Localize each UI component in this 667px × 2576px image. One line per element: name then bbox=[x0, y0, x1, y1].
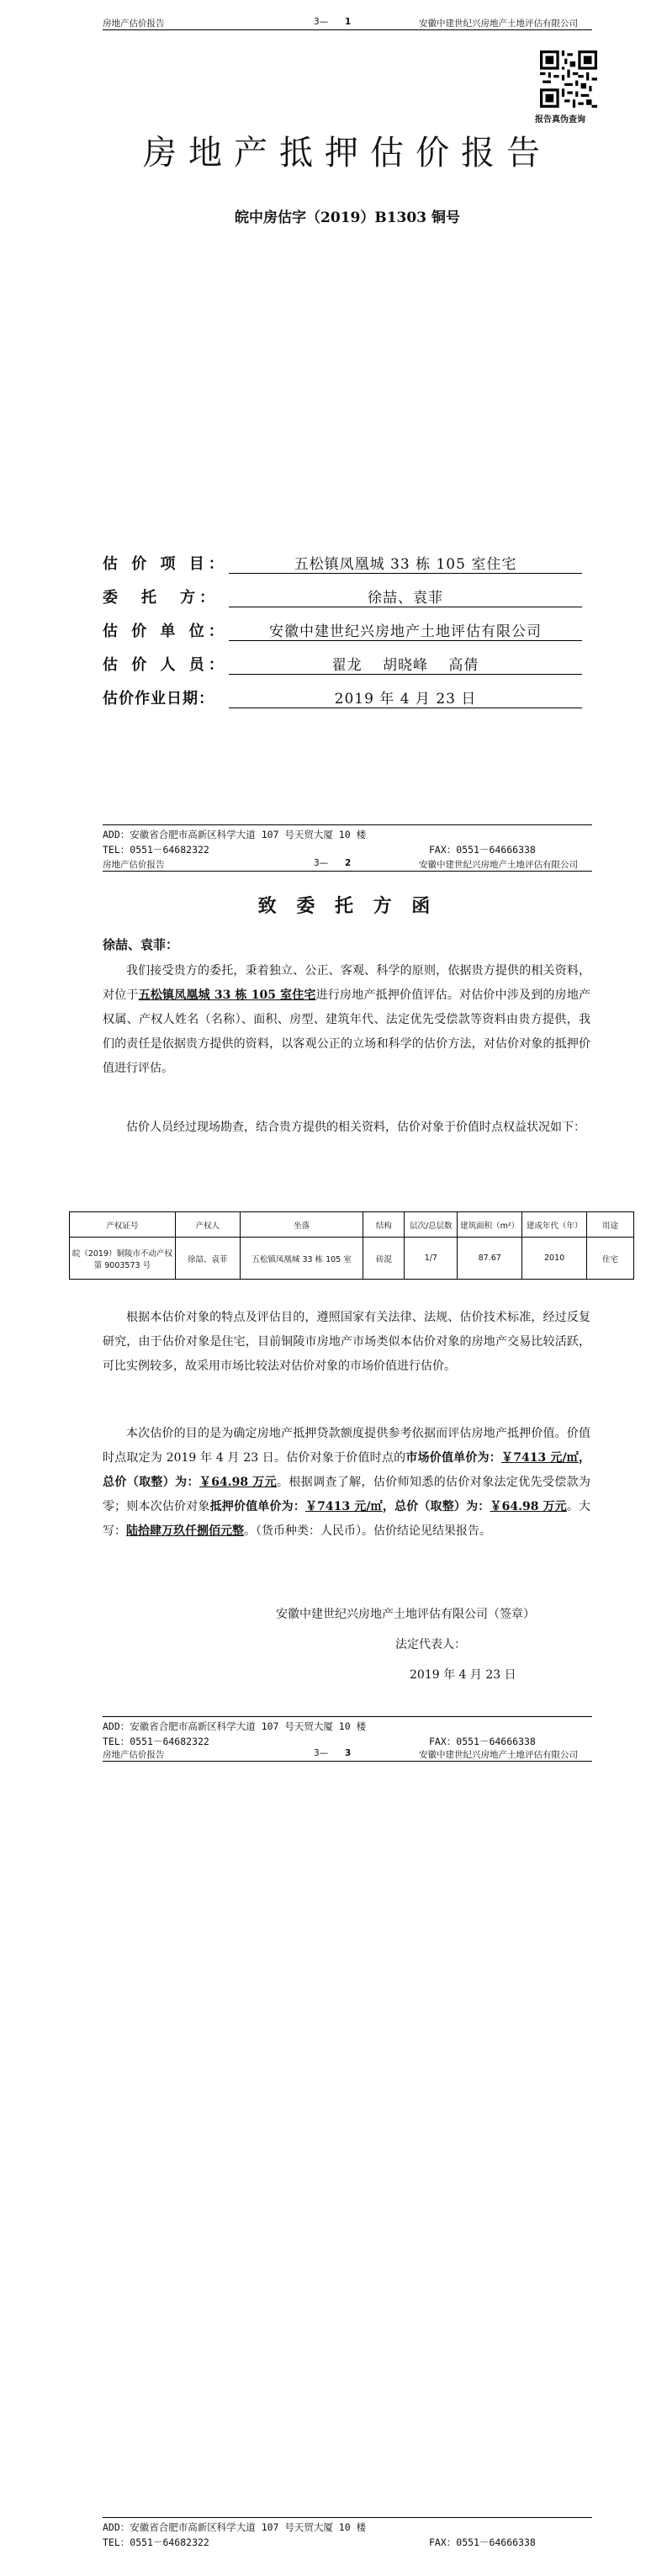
letter-salutation: 徐喆、袁菲： bbox=[103, 937, 179, 952]
page-header-right: 安徽中建世纪兴房地产土地评估有限公司 bbox=[419, 1750, 578, 1760]
page-number: 3 bbox=[345, 1748, 352, 1758]
letter-paragraph-2: 估价人员经过现场勘查，结合贵方提供的相关资料，估价对象于价值时点权益状况如下： bbox=[126, 1121, 585, 1134]
table-header: 产权人 bbox=[175, 1212, 240, 1238]
table-cell: 皖（2019）铜陵市不动产权第 9003573 号 bbox=[70, 1238, 176, 1280]
table-row bbox=[70, 1238, 634, 1280]
cover-value-project: 五松镇凤凰城 33 栋 105 室住宅 bbox=[229, 552, 582, 574]
footer-address: ADD：安徽省合肥市高新区科学大道 107 号天贸大厦 10 楼 bbox=[103, 2521, 367, 2533]
cover-label-appraisers: 估 价 人 员： bbox=[103, 656, 228, 674]
letter-paragraph-1: 我们接受贵方的委托，秉着独立、公正、客观、科学的原则，依据贵方提供的相关资料，对位于五松镇凤凰城 33 栋 105 室住宅进行房地产抵押价值评估。对估价中涉及到的房地产权属、产权人姓名（名称）、面积、房型、建筑年代、法定优先受偿款等资料由贵方提供，我们的责任是依据贵方提供的资料，以客观公正的立场和科学的估价方法，对估价对象的抵押价值进行评估。 bbox=[103, 964, 591, 1075]
page-header-center: 3— bbox=[314, 1748, 329, 1758]
header-rule bbox=[103, 29, 592, 30]
page-header-left: 房地产估价报告 bbox=[103, 19, 165, 29]
footer-address: ADD：安徽省合肥市高新区科学大道 107 号天贸大厦 10 楼 bbox=[103, 829, 367, 840]
footer-address: ADD：安徽省合肥市高新区科学大道 107 号天贸大厦 10 楼 bbox=[103, 1720, 367, 1732]
footer-fax: FAX：0551－64666338 bbox=[429, 1736, 536, 1747]
table-cell: 五松镇凤凰城 33 栋 105 室 bbox=[240, 1238, 363, 1280]
cover-value-date: 2019 年 4 月 23 日 bbox=[229, 686, 582, 708]
table-cell: 住宅 bbox=[587, 1238, 634, 1280]
footer-tel: TEL：0551－64682322 bbox=[103, 2536, 209, 2548]
page-header-center: 3— bbox=[314, 858, 329, 868]
signature-representative: 法定代表人： bbox=[395, 1638, 466, 1651]
qr-code-icon[interactable] bbox=[540, 50, 597, 108]
page-number: 1 bbox=[345, 17, 352, 27]
table-cell: 1/7 bbox=[405, 1238, 458, 1280]
page-header-center: 3— bbox=[314, 17, 329, 27]
signature-date: 2019 年 4 月 23 日 bbox=[410, 1668, 516, 1682]
property-table bbox=[69, 1211, 634, 1280]
letter-paragraph-3: 根据本估价对象的特点及评估目的，遵照国家有关法律、法规、估价技术标准，经过反复研究，由于估价对象是住宅，目前铜陵市房地产市场类似本估价对象的房地产交易比较活跃，可比实例较多，故采用市场比较法对估价对象的市场价值进行估价。 bbox=[103, 1311, 590, 1373]
table-cell: 徐喆、袁菲 bbox=[175, 1238, 240, 1280]
signature-company: 安徽中建世纪兴房地产土地评估有限公司（签章） bbox=[276, 1608, 535, 1621]
table-header: 产权证号 bbox=[70, 1212, 176, 1238]
cover-label-client: 委 托 方： bbox=[103, 589, 219, 607]
letter-paragraph-4: 本次估价的目的是为确定房地产抵押贷款额度提供参考依据而评估房地产抵押价值。价值时点取定为 2019 年 4 月 23 日。估价对象于价值时点的市场价值单价为：￥7413 元/㎡，总价（取整）为：￥64.98 万元。根据调查了解，估价师知悉的估价对象法定优先受偿款为零；则本次估价对象抵押价值单价为：￥7413 元/㎡，总价（取整）为：￥64.98 万元。大写：陆拾肆万玖仟捌佰元整。（货币种类：人民币）。估价结论见结果报告。 bbox=[103, 1427, 591, 1538]
footer-rule bbox=[103, 2517, 592, 2518]
table-header: 建成年代（年） bbox=[522, 1212, 587, 1238]
page-header-right: 安徽中建世纪兴房地产土地评估有限公司 bbox=[419, 860, 578, 870]
table-cell: 2010 bbox=[522, 1238, 587, 1280]
report-number: 皖中房估字（2019）B1303 铜号 bbox=[235, 209, 460, 226]
page-header-left: 房地产估价报告 bbox=[103, 1750, 165, 1760]
footer-rule bbox=[103, 824, 592, 825]
footer-rule bbox=[103, 1716, 592, 1717]
table-header: 层次/总层数 bbox=[405, 1212, 458, 1238]
report-title: 房地产抵押估价报告 bbox=[143, 134, 552, 172]
cover-value-unit: 安徽中建世纪兴房地产土地评估有限公司 bbox=[229, 619, 582, 641]
table-header-row bbox=[70, 1212, 634, 1238]
footer-tel: TEL：0551－64682322 bbox=[103, 1736, 209, 1747]
cover-label-date: 估价作业日期： bbox=[103, 690, 214, 708]
table-header: 建筑面积（m²） bbox=[458, 1212, 522, 1238]
cover-value-appraisers: 翟龙 胡晓峰 高倩 bbox=[229, 653, 582, 675]
footer-fax: FAX：0551－64666338 bbox=[429, 844, 536, 856]
cover-value-client: 徐喆、袁菲 bbox=[229, 586, 582, 607]
page-header-right: 安徽中建世纪兴房地产土地评估有限公司 bbox=[419, 19, 578, 29]
table-cell: 砖混 bbox=[363, 1238, 405, 1280]
header-rule bbox=[103, 1761, 592, 1762]
table-header: 结构 bbox=[363, 1212, 405, 1238]
footer-tel: TEL：0551－64682322 bbox=[103, 844, 209, 856]
footer-fax: FAX：0551－64666338 bbox=[429, 2536, 536, 2548]
header-rule bbox=[103, 871, 592, 872]
page-header-left: 房地产估价报告 bbox=[103, 860, 165, 870]
cover-label-project: 估 价 项 目： bbox=[103, 555, 228, 573]
letter-title: 致 委 托 方 函 bbox=[257, 895, 437, 917]
cover-label-unit: 估 价 单 位： bbox=[103, 623, 228, 640]
table-header: 用途 bbox=[587, 1212, 634, 1238]
table-cell: 87.67 bbox=[458, 1238, 522, 1280]
qr-caption: 报告真伪查询 bbox=[535, 115, 585, 125]
page-number: 2 bbox=[345, 858, 352, 868]
table-header: 坐落 bbox=[240, 1212, 363, 1238]
